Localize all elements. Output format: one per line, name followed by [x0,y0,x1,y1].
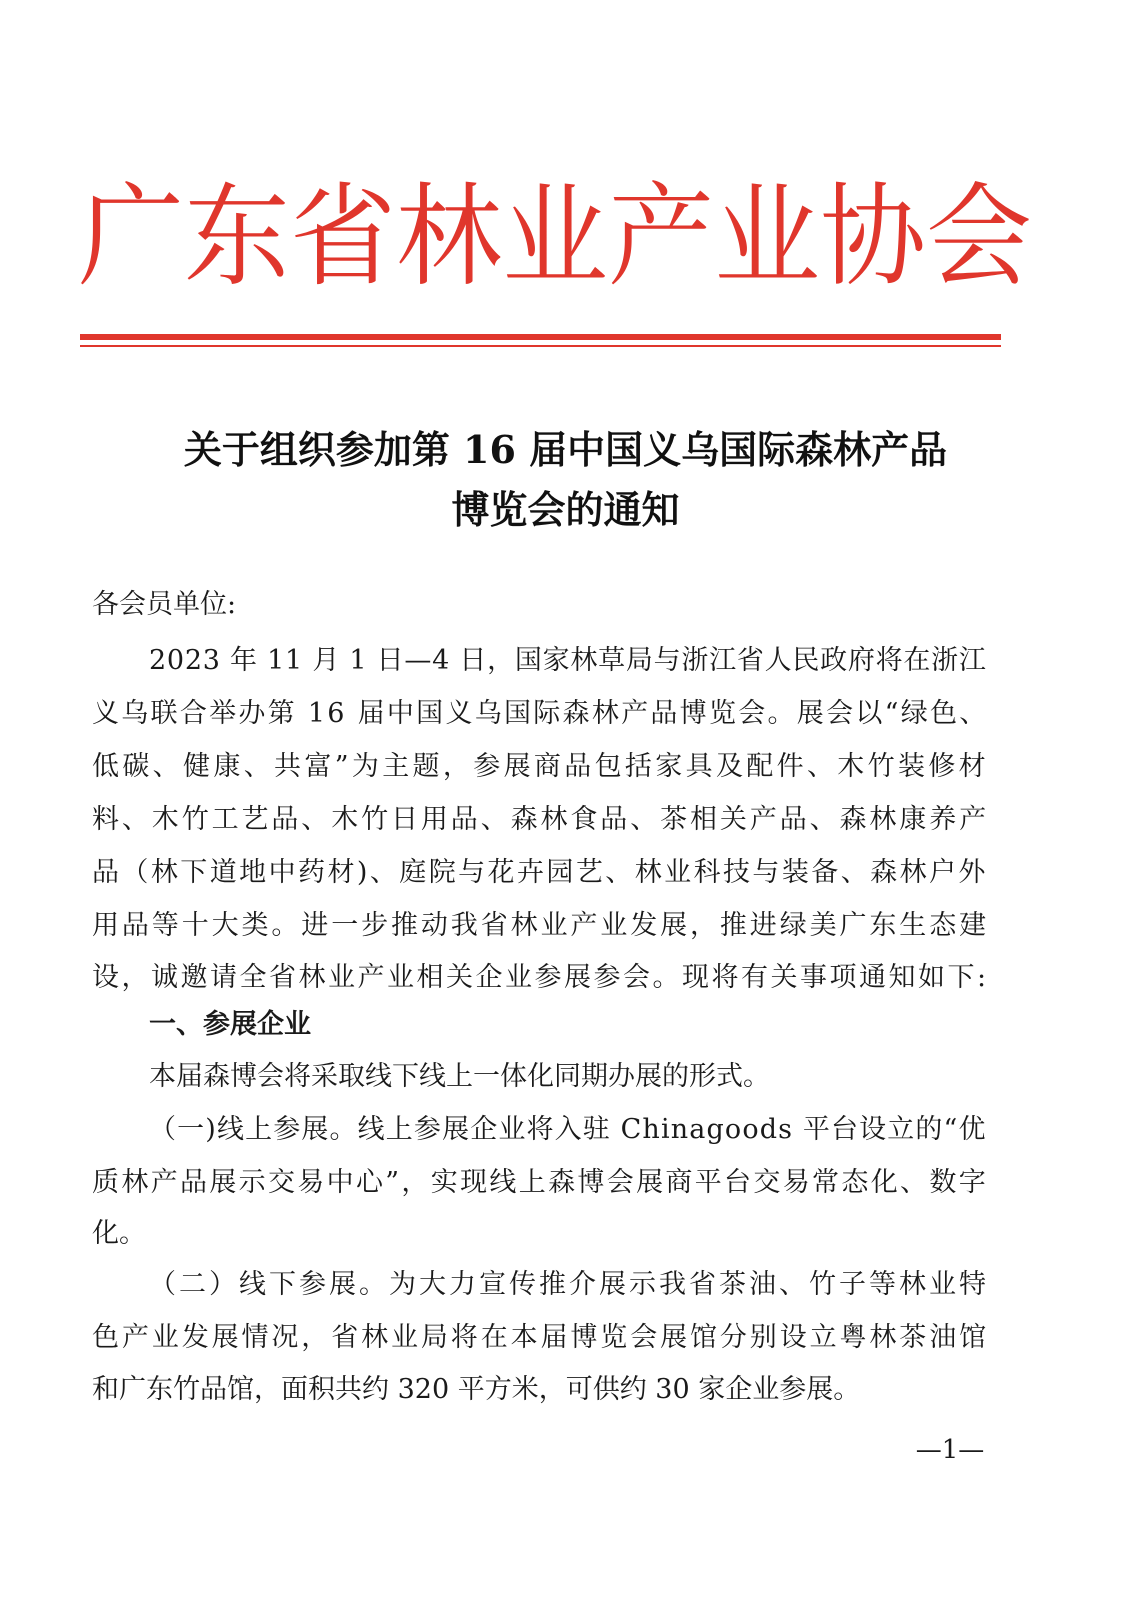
section-heading: 一、参展企业 [149,1009,311,1040]
letterhead-char: 业 [714,171,820,302]
header-divider-thin [80,345,1001,347]
body-line: 2023 年 11 月 1 日—4 日，国家林草局与浙江省人民政府将在浙江 [149,645,987,676]
body-line: 和广东竹品馆，面积共约 320 平方米，可供约 30 家企业参展。 [92,1374,861,1405]
letterhead-char: 产 [608,171,714,302]
letterhead-char: 省 [290,171,396,302]
title-line-1: 关于组织参加第 16 届中国义乌国际森林产品 [183,427,948,472]
letterhead-char: 林 [396,171,502,302]
letterhead-char: 协 [820,171,926,302]
body-line: （一)线上参展。线上参展企业将入驻 Chinagoods 平台设立的“优 [149,1114,987,1145]
body-line: 用品等十大类。进一步推动我省林业产业发展，推进绿美广东生态建 [92,910,989,941]
letterhead-char: 广 [78,171,184,302]
body-line: 本届森博会将采取线下线上一体化同期办展的形式。 [149,1061,770,1092]
document-title [90,420,1041,540]
body-line: 品（林下道地中药材)、庭院与花卉园艺、林业科技与装备、森林户外 [92,857,988,888]
body-line: 质林产品展示交易中心”，实现线上森博会展商平台交易常态化、数字 [92,1167,989,1198]
body-line: 义乌联合举办第 16 届中国义乌国际森林产品博览会。展会以“绿色、 [92,698,989,729]
body-line: 化。 [92,1218,146,1249]
letterhead-char: 东 [184,171,290,302]
org-letterhead [78,171,1032,302]
page-number: —1— [915,1435,985,1465]
body-line: 色产业发展情况，省林业局将在本届博览会展馆分别设立粤林茶油馆 [92,1322,989,1353]
body-line: 料、木竹工艺品、木竹日用品、森林食品、茶相关产品、森林康养产 [92,804,989,835]
letterhead-char: 会 [926,171,1032,302]
body-line: 设，诚邀请全省林业产业相关企业参展参会。现将有关事项通知如下: [92,962,989,993]
header-divider-thick [80,334,1001,340]
letterhead-char: 业 [502,171,608,302]
salutation: 各会员单位: [92,589,237,620]
body-line: （二）线下参展。为大力宣传推介展示我省茶油、竹子等林业特 [149,1269,989,1300]
title-line-2: 博览会的通知 [451,487,680,532]
body-line: 低碳、健康、共富”为主题，参展商品包括家具及配件、木竹装修材 [92,751,990,782]
